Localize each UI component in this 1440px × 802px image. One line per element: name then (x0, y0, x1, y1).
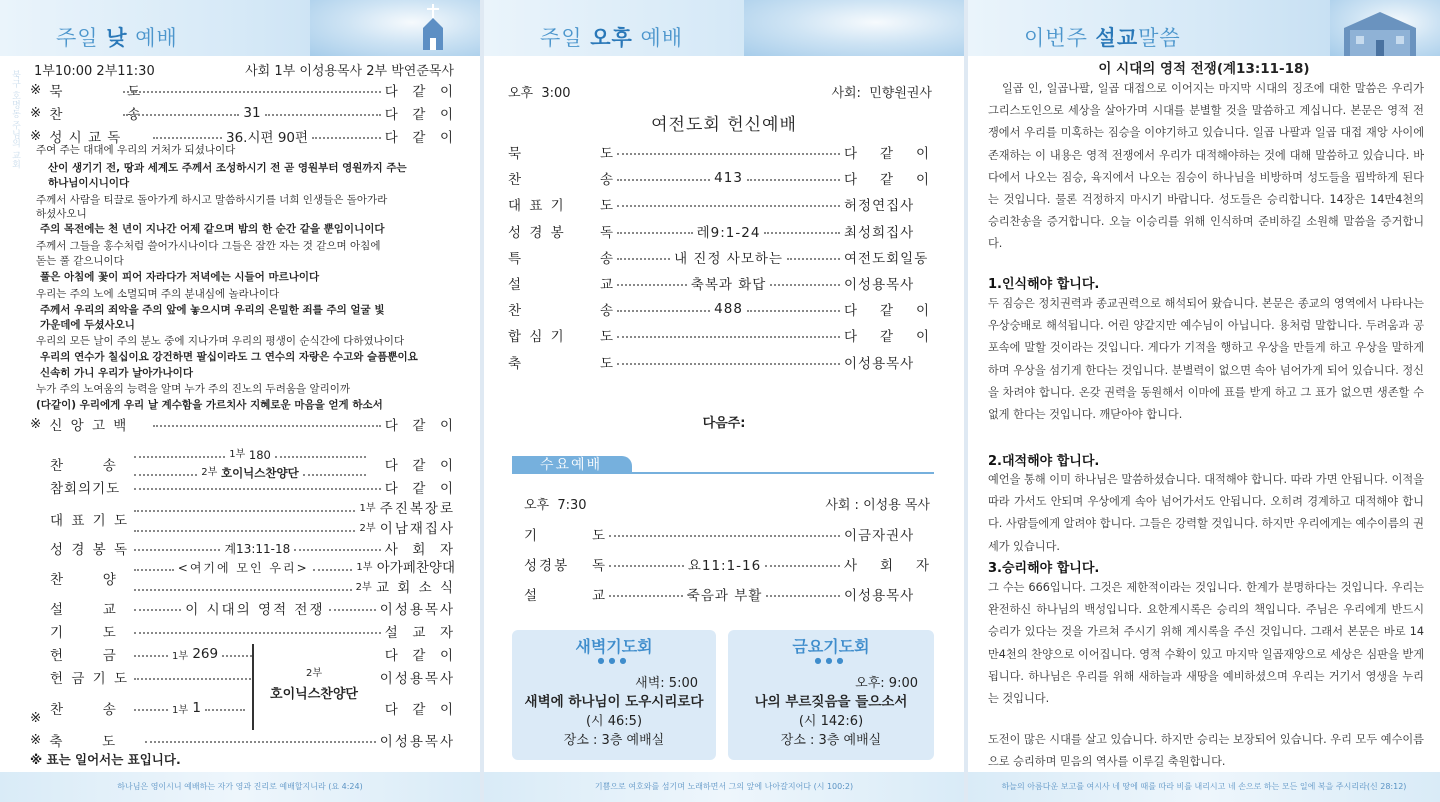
friday-place: 장소 : 3층 예배실 (780, 733, 882, 748)
leader-dots (617, 284, 687, 286)
afternoon-order-row (508, 325, 930, 345)
order-leader: 사 회 자 (844, 558, 931, 574)
order-leader: 이금자권사 (844, 528, 915, 544)
order-row-hymn-1: 찬 송 1부 180 2부 호이닉스찬양단 다 같 이 (50, 448, 455, 480)
reading-line: 누가 주의 노여움의 능력을 알며 누가 주의 진노의 두려움을 알리이까 (36, 383, 351, 395)
order-label: 대 표 기 (508, 198, 566, 215)
afternoon-order-row (508, 273, 930, 293)
sermon-title: 이 시대의 영적 전쟁(계13:11-18) (1098, 61, 1310, 77)
leader-dots (617, 205, 840, 207)
order-leader: 다 같 이 (844, 172, 931, 189)
order-label-end: 도 (600, 355, 614, 372)
order-row-benediction: ※ 축 도 이성용목사 (30, 732, 455, 750)
order-leader: 다 같 이 (844, 303, 931, 320)
order-label-end: 독 (600, 224, 614, 241)
reading-line: 주께서 사람을 티끌로 돌아가게 하시고 말씀하시기를 너희 인생들은 돌아가라 (36, 194, 388, 206)
footer-verse: 기쁨으로 여호와를 섬기며 노래하면서 그의 앞에 나아갈지어다 (시 100:2) (594, 782, 854, 791)
order-label: 특 (508, 250, 524, 267)
leader-dots (766, 595, 840, 597)
panel-footer (0, 772, 480, 802)
friday-time: 오후: 9:00 (855, 676, 918, 691)
wednesday-order-row (524, 554, 930, 574)
footer-verse: 하늘의 아름다운 보고를 여시사 네 땅에 때를 따라 비를 내리시고 네 손으로 하는 모든 일에 복을 주시리라(신 28:12) (1001, 782, 1407, 791)
friday-prayer-title: 금요기도회 (792, 637, 870, 656)
order-label-end: 독 (592, 558, 606, 574)
order-label-end: 도 (600, 198, 614, 215)
sermon-intro: 일곱 인, 일곱나팔, 일곱 대접으로 이어지는 마지막 시대의 징조에 대한 말씀은 우리가 그리스도인으로 세상을 살아가며 시대를 분별할 것을 말씀하고 계십니다. 본문은 영적 전쟁에서 우리를 미혹하는 짐승을 이야기하고 있습니다. 일곱 나팔과 일곱 대접 재앙 사이에 존재하는 이 내용은 영적 전쟁에서 우리가 대적해야하는 것에 대해 말씀하고 있습니다. 바다에서 나오는 짐승, 육지에서 나오는 짐승이 하나님을 비방하며 성도들을 핍박하게 된다는 것입니다. 물론 걱정하지 마시기 바랍니다. 성도들은 승리합니다. 14장은 14만4천의 승리찬송을 증거합니다. 오늘 이승리를 위해 인식하며 준비하길 소원해 말씀을 증거합니다. (988, 82, 1424, 251)
panel-footer (968, 772, 1440, 802)
order-row-rep-prayer: 대 표 기 도 1부 주진복장로 2부 이남재집사 (50, 501, 455, 537)
wed-presider: 사회 : 이성용 목사 (825, 498, 930, 513)
standing-mark: ※ (30, 710, 42, 726)
sermon-point-3-title: 3.승리해야 합니다. (988, 561, 1100, 576)
order-label: 축 (508, 355, 524, 372)
reading-line: 주께서 우리의 죄악을 주의 앞에 놓으시며 우리의 은밀한 죄를 주의 얼굴 빛 (40, 304, 385, 316)
panel-title: 주일 오후 예배 (540, 26, 684, 50)
dawn-time: 새벽: 5:00 (635, 676, 698, 691)
order-label-end: 송 (600, 172, 614, 189)
sermon-point-2-title: 2.대적해야 합니다. (988, 454, 1100, 469)
order-row-offering: 헌 금 1부 269 다 같 이 (50, 646, 455, 664)
panel-footer (484, 772, 964, 802)
leader-dots (617, 153, 840, 155)
service-time-row (34, 60, 454, 79)
order-leader: 다 같 이 (844, 329, 930, 346)
order-label: 성 경 봉 (508, 224, 566, 241)
order-row-creed: ※ 신 앙 고 백 다 같 이 (30, 416, 455, 434)
order-leader: 다 같 이 (844, 146, 930, 162)
leader-dots (764, 232, 840, 234)
afternoon-order-row (508, 221, 930, 241)
friday-theme: 나의 부르짖음을 들으소서 (754, 694, 908, 710)
order-row-scripture: 성 경 봉 독 계13:11-18 사 회 자 (50, 541, 456, 558)
order-row-meditation: ※ 묵 도 다 같 이 (30, 82, 455, 100)
order-row-sermon: 설 교 이 시대의 영적 전쟁 이성용목사 (50, 602, 456, 618)
afternoon-order-row (508, 247, 930, 267)
order-label-end: 송 (600, 303, 614, 320)
dawn-ref: (시 46:5) (585, 714, 643, 729)
afternoon-order-row (508, 194, 930, 214)
sermon-point-2: 예언을 통해 이미 하나님은 말씀하셨습니다. 대적해야 합니다. 따라 가면 안됩니다. 이적을 따라 가서도 안되며 우상에게 속아 넘어가서도 안됩니다. 오히려 경계하고 대적해야 합니다. 사람들에게 알려야 합니다. 그들은 강력할 것입니다. 하지만 우리에게는 예수이름의 권세가 있습니다. (988, 473, 1424, 553)
wed-time: 오후 7:30 (524, 498, 587, 513)
order-row-prayer: 기 도 설 교 자 (50, 625, 455, 641)
leader-dots (617, 310, 710, 312)
sermon-closing: 도전이 많은 시대를 살고 있습니다. 하지만 승리는 보장되어 있습니다. 우리 모두 예수이름으로 승리하며 믿음의 역사를 이루길 축원합니다. (988, 733, 1424, 769)
service-time-row (508, 82, 932, 101)
reading-line: 신속히 가니 우리가 날아가나이다 (40, 367, 193, 379)
order-leader: 이성용목사 (844, 588, 915, 604)
dawn-prayer-box (512, 630, 716, 760)
order-label-end: 도 (600, 146, 614, 162)
order-leader: 여전도회일동 (844, 250, 929, 267)
order-label-end: 도 (592, 528, 606, 544)
order-row-hymn-2: 찬 송 1부 1 다 같 이 (50, 700, 455, 718)
header-decoration-image (744, 0, 964, 56)
standing-note: ※ 표는 일어서는 표입니다. (30, 752, 181, 767)
church-building-icon (1340, 6, 1420, 56)
reading-line: (다같이) 우리에게 우리 날 계수함을 가르치사 지혜로운 마음을 얻게 하소서 (36, 399, 383, 411)
order-detail: 488 (714, 301, 743, 318)
order-row-hymn: ※ 찬 송 31 다 같 이 (30, 105, 456, 123)
order-row-responsive-reading: ※ 성 시 교 독 36.시편 90편 다 같 이 (30, 128, 456, 146)
wed-time-row (524, 494, 930, 513)
panel-header (968, 0, 1440, 56)
sermon-point-3: 그 수는 666입니다. 그것은 제한적이라는 것입니다. 한계가 분명하다는 것입니다. 우리는 완전하신 하나님의 백성입니다. 요한계시록은 승리의 책입니다. 주님은 우리에게 반드시 승리가 있다는 것을 가르쳐 주시기 위해 계시록을 주신 것입니다. 그래서 본문은 바로 14만4천의 찬양으로 이어집니다. 영적 수확이 있고 마지막 일곱재앙으로 세상은 심판을 받게 됩니다. 하나님은 우리를 위해 새하늘과 새땅을 예비하셨으며 우리는 거기서 영생을 누리는 것입니다. (988, 581, 1424, 706)
leader-dots (747, 310, 840, 312)
order-row-offering-prayer: 헌 금 기 도 이성용목사 (50, 671, 455, 687)
sermon-point-1-title: 1.인식해야 합니다. (988, 277, 1100, 292)
panel-header (0, 0, 480, 56)
order-label-end: 송 (600, 250, 614, 267)
dots-decoration: ●●● (814, 656, 848, 665)
dawn-place: 장소 : 3층 예배실 (563, 733, 665, 748)
leader-dots (770, 284, 840, 286)
wednesday-order-row (524, 524, 930, 544)
offering-2bu-choir: 2부 호이닉스찬양단 (270, 668, 358, 702)
reading-line: 산이 생기기 전, 땅과 세계도 주께서 조성하시기 전 곧 영원부터 영원까지 주는 (48, 162, 407, 174)
friday-ref: (시 142:6) (798, 714, 864, 729)
order-leader: 이성용목사 (844, 277, 915, 293)
order-leader: 허정연집사 (844, 198, 915, 215)
reading-line: 주의 목전에는 천 년이 지나간 어제 같으며 밤의 한 순간 같을 뿐임이니이다 (40, 223, 385, 235)
order-detail: 죽음과 부활 (686, 588, 763, 604)
afternoon-order-row (508, 299, 930, 319)
church-icon (420, 2, 446, 52)
reading-line: 하셨사오니 (36, 208, 87, 220)
wednesday-service-band (512, 456, 934, 474)
reading-line: 우리는 주의 노에 소멸되며 주의 분내심에 놀라나이다 (36, 288, 280, 300)
order-label: 설 (524, 588, 540, 604)
header-decoration-image (310, 0, 480, 56)
leader-dots (747, 179, 840, 181)
vertical-watermark: 북구 호명동 주님의 교회 (10, 70, 20, 169)
panel-afternoon-service (484, 0, 964, 802)
wednesday-service-title: 수요예배 (512, 456, 632, 474)
panel-title: 주일 낮 예배 (56, 26, 178, 50)
order-label: 기 (524, 528, 540, 544)
order-label: 찬 (508, 172, 524, 189)
reading-line: 주께서 그들을 홍수처럼 쓸어가시나이다 그들은 잠깐 자는 것 같으며 아침에 (36, 240, 381, 252)
order-label: 묵 (508, 146, 524, 162)
leader-dots (617, 179, 710, 181)
order-label-end: 도 (600, 329, 614, 346)
afternoon-order-row (508, 168, 930, 188)
reading-line: 가운데에 두셨사오니 (40, 319, 135, 331)
afternoon-order-row (508, 142, 930, 162)
reading-line: 우리의 모든 날이 주의 분노 중에 지나가며 우리의 평생이 순식간에 다하였나이다 (36, 335, 405, 347)
afternoon-order-row (508, 352, 930, 372)
reading-line: 풀은 아침에 꽃이 피어 자라다가 저녁에는 시들어 마르나이다 (40, 271, 320, 283)
friday-prayer-box (728, 630, 934, 760)
leader-dots (787, 258, 840, 260)
presider: 사회 1부 이성용목사 2부 박연준목사 (245, 64, 454, 79)
footer-verse: 하나님은 영이시니 예배하는 자가 영과 진리로 예배할지니라 (요 4:24) (117, 782, 363, 791)
leader-dots (617, 363, 840, 365)
order-label-end: 교 (592, 588, 606, 604)
order-row-anthem: 찬 양 <여기에 모인 우리> 1부 아가페찬양대 2부 교 회 소 식 (50, 560, 455, 596)
leader-dots (617, 232, 693, 234)
service-time: 1부10:00 2부11:30 (34, 64, 155, 79)
dawn-theme: 새벽에 하나님이 도우시리로다 (524, 694, 704, 710)
order-label: 성경봉 (524, 558, 570, 574)
service-time: 오후 3:00 (508, 86, 571, 101)
order-detail: 요11:1-16 (687, 558, 762, 574)
order-leader: 최성희집사 (844, 224, 915, 241)
next-week-label: 다음주: (702, 416, 746, 431)
reading-line: 돋는 풀 같으니이다 (36, 255, 124, 267)
leader-dots (617, 336, 840, 338)
wednesday-order-row (524, 584, 930, 604)
dots-decoration: ●●● (597, 656, 631, 665)
panel-morning-service (0, 0, 480, 802)
order-leader: 이성용목사 (844, 355, 915, 372)
order-label: 설 (508, 277, 524, 293)
order-row-repentance-prayer: 참회의기도 다 같 이 (50, 481, 455, 497)
order-label-end: 교 (600, 277, 614, 293)
leader-dots (609, 595, 683, 597)
reading-line: 주여 주는 대대에 우리의 거처가 되셨나이다 (36, 144, 236, 156)
leader-dots (617, 258, 670, 260)
leader-dots (765, 565, 840, 567)
reading-line: 하나님이시니이다 (48, 177, 130, 189)
reading-line: 우리의 연수가 칠십이요 강건하면 팔십이라도 그 연수의 자랑은 수고와 슬픔뿐이요 (40, 351, 418, 363)
order-detail: 레9:1-24 (696, 224, 761, 241)
order-detail: 내 진정 사모하는 (674, 250, 783, 267)
panel-sermon (968, 0, 1440, 802)
leader-dots (609, 565, 684, 567)
sermon-point-1: 두 짐승은 정치권력과 종교권력으로 해석되어 왔습니다. 본문은 종교의 영역에서 나타나는 우상숭배로 해석됩니다. 어린 양같지만 예수님이 아닙니다. 용처럼 말합니다. 두려움과 공포속에 말할 것이라는 것입니다. 게다가 기적을 행하고 우상을 만들게 하고 우상을 말하게 하며 우상을 섬기게 한다는 것입니다. 분별력이 없으면 속아 넘어가게 되어 있습니다. 정신을 차려야 합니다. 온갖 권력을 동원해서 이마에 표를 받게 하고 그 표가 없으면 생존할 수 없게 한다는 것입니다. 깨닫아야 합니다. (988, 297, 1424, 422)
order-detail: 축복과 화답 (690, 277, 767, 293)
order-label: 찬 (508, 303, 524, 320)
dawn-prayer-title: 새벽기도회 (575, 637, 653, 656)
leader-dots (609, 535, 840, 537)
panel-header (484, 0, 964, 56)
order-detail: 413 (714, 170, 743, 187)
panel-title: 이번주 설교말씀 (1024, 26, 1181, 50)
presider: 사회: 민향원권사 (831, 86, 932, 101)
service-title: 여전도회 헌신예배 (651, 115, 797, 135)
order-label: 합 심 기 (508, 329, 566, 346)
